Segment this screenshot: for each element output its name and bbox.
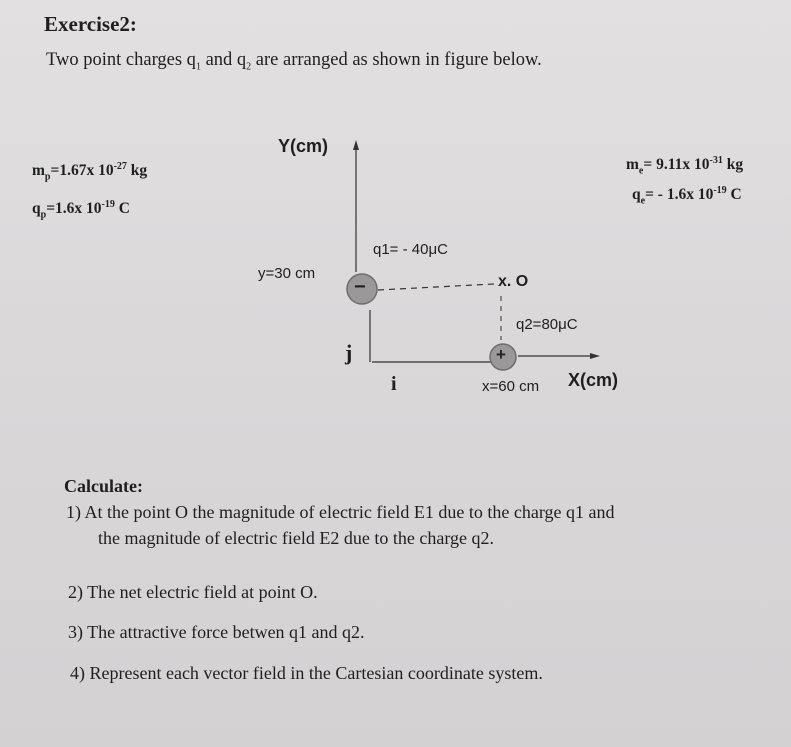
question-1-line-2: the magnitude of electric field E2 due to the charge q2.	[98, 528, 495, 548]
unit-vector-j: j	[345, 340, 353, 365]
calculate-heading: Calculate:	[64, 476, 143, 496]
question-4: 4) Represent each vector field in the Cartesian coordinate system.	[70, 663, 543, 683]
proton-mass: $m_p=1.67x$ $10^{-27}$ kg	[32, 161, 148, 183]
question-2: 2) The net electric field at point O.	[68, 582, 318, 602]
q1-label: q1= - 40μC	[373, 241, 448, 258]
intro-part: and q	[200, 50, 247, 70]
electron-charge: $q_e= - 1.6x$ $10^{-19}$ C	[632, 185, 742, 207]
q2-label: q2=80μC	[516, 316, 578, 333]
q2-sign: +	[496, 345, 506, 364]
y-value-label: y=30 cm	[258, 265, 316, 282]
dashed-line-q1-to-o	[378, 284, 494, 290]
intro-part: are arranged as shown in figure below.	[251, 50, 542, 70]
question-3: 3) The attractive force betwen q1 and q2.	[68, 622, 365, 642]
electron-mass: $m_e= 9.11x$ $10^{-31}$ kg	[626, 155, 744, 177]
x-axis-arrowhead	[590, 353, 600, 359]
intro-sub: 2	[246, 61, 252, 73]
exercise-title: Exercise2:	[44, 12, 137, 36]
proton-charge: $q_p=1.6x$ $10^{-19}$ C	[32, 199, 130, 221]
unit-vector-i: i	[391, 373, 397, 395]
intro-part: Two point charges q	[46, 50, 196, 70]
y-axis-label: Y(cm)	[278, 136, 329, 156]
x-axis-label: X(cm)	[568, 370, 619, 390]
q1-sign: −	[354, 276, 366, 298]
y-axis-arrowhead	[353, 140, 359, 150]
question-1-line-1: 1) At the point O the magnitude of electric field E1 due to the charge q1 and	[66, 502, 615, 522]
point-o-label: x. O	[498, 273, 529, 290]
x-value-label: x=60 cm	[482, 378, 540, 395]
intro-sub: 1	[195, 61, 201, 73]
